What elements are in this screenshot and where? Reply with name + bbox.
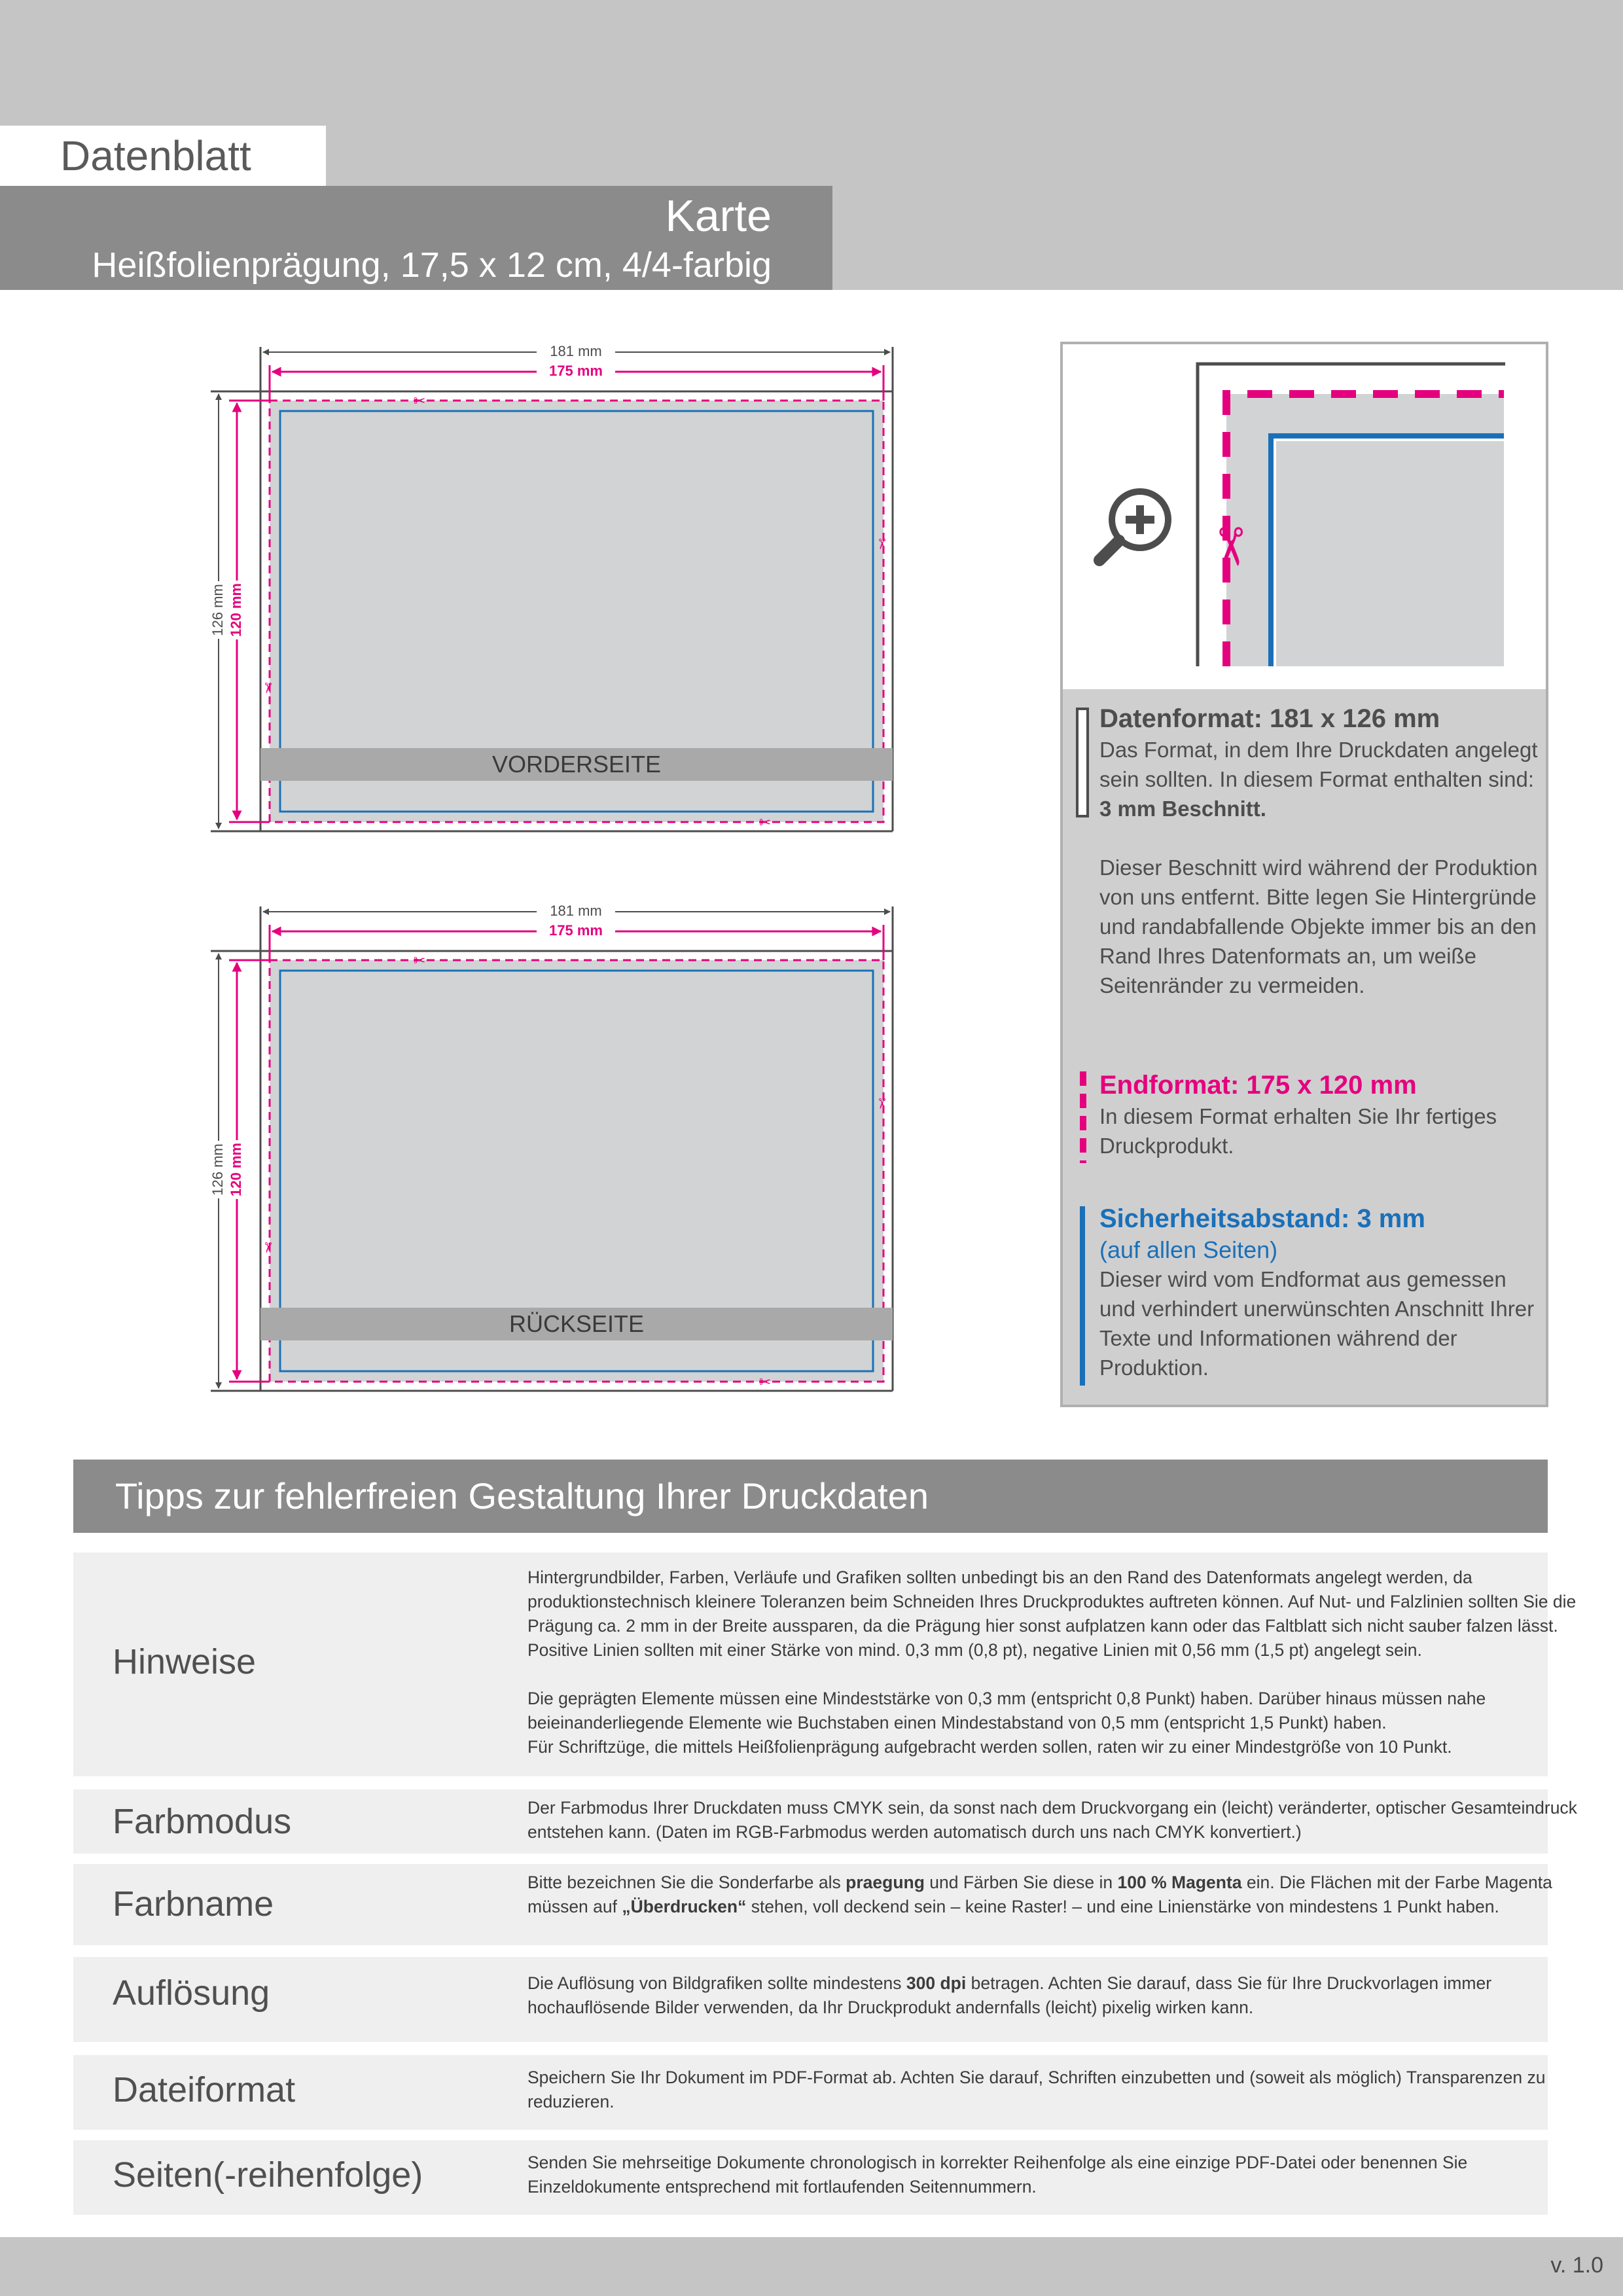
back-width-outer: 181 mm <box>537 903 615 921</box>
tip-label-hinweise: Hinweise <box>113 1642 257 1681</box>
tip-row-hinweise <box>73 1552 1577 1776</box>
farbname-text-3: ein. Die Flächen mit der Farbe Magenta müssen auf <box>527 1873 1552 1916</box>
tip-label-seiten: Seiten(-reihenfolge) <box>113 2155 423 2195</box>
scissors-icon: ✂ <box>1201 525 1259 569</box>
endformat-title: Endformat: 175 x 120 mm <box>1099 1071 1417 1100</box>
back-side-label: RÜCKSEITE <box>508 1310 645 1337</box>
footer-band <box>0 2237 1623 2296</box>
farbname-bold-1: praegung <box>846 1873 925 1892</box>
zoom-detail-drawing <box>1063 344 1546 688</box>
scissors-icon: ✂ <box>260 682 276 694</box>
sicherheit-title: Sicherheitsabstand: 3 mm <box>1099 1204 1425 1233</box>
back-height-outer <box>209 1128 228 1211</box>
front-width-outer: 181 mm <box>537 343 615 361</box>
scissors-icon: ✂ <box>414 393 426 409</box>
aufloesung-text-1: Die Auflösung von Bildgrafiken sollte mindestens <box>527 1973 906 1993</box>
tip-label-aufloesung: Auflösung <box>113 1973 270 2013</box>
tip-row-dateiformat <box>73 2055 1548 2130</box>
tip-row-seiten <box>73 2140 1548 2215</box>
aufloesung-bold-1: 300 dpi <box>906 1973 967 1993</box>
front-height-inner <box>228 568 246 652</box>
format-info-text <box>1063 689 1546 1405</box>
tip-text-dateiformat: Speichern Sie Ihr Dokument im PDF-Format ab. Achten Sie darauf, Schriften einzubetten und (soweit als möglich) Transparenzen zu reduzieren. <box>527 2068 1546 2111</box>
hinweise-paragraph-1: Hintergrundbilder, Farben, Verläufe und Grafiken sollten unbedingt bis an den Rand des Datenformats angelegt werden, da produktionstechnisch kleinere Toleranzen beim Schneiden Ihres Druckproduktes auftreten können. Auf Nut- und Falzlinien sollten Sie die Prägung ca. 2 mm in der Breite aussparen, da die Prägung hier sonst aufplatzen kann oder das Faltblatt sich nicht sauber falzen lässt. Positive Linien sollten mit einer Stärke von mind. 0,3 mm (0,8 pt), negative Linien mit 0,56 mm (1,5 pt) angelegt sein. <box>527 1568 1577 1660</box>
front-height-outer-text: 126 mm <box>209 581 226 638</box>
aufloesung-text-2: betragen. Achten Sie darauf, dass Sie für Ihre Druckvorlagen immer hochauflösende Bilder verwenden, da Ihr Druckprodukt andernfalls (leicht) pixelig wirken kann. <box>527 1973 1492 2017</box>
datenformat-text-1: Das Format, in dem Ihre Druckdaten angelegt sein sollten. In diesem Format enthalten sind: <box>1099 738 1538 791</box>
back-height-inner <box>228 1128 246 1211</box>
format-info-box <box>1060 342 1548 1407</box>
version-label: v. 1.0 <box>1550 2253 1603 2278</box>
farbname-text-1: Bitte bezeichnen Sie die Sonderfarbe als <box>527 1873 846 1892</box>
tip-row-farbmodus <box>73 1789 1577 1854</box>
scissors-icon: ✂ <box>260 1242 276 1254</box>
front-height-inner-text: 120 mm <box>228 581 244 639</box>
farbname-bold-2: 100 % Magenta <box>1117 1873 1242 1892</box>
zoom-in-icon <box>1099 488 1171 560</box>
farbname-bold-3: „Überdrucken“ <box>622 1897 747 1916</box>
datasheet-tab: Datenblatt <box>0 126 326 186</box>
tip-row-aufloesung <box>73 1957 1548 2042</box>
front-width-inner: 175 mm <box>537 363 615 381</box>
hinweise-paragraph-2-text: Die geprägten Elemente müssen eine Mindeststärke von 0,3 mm (entspricht 0,8 Punkt) haben. Darüber hinaus müssen nahe beieinanderliegende Elemente wie Buchstaben einen Mindestabstand von 0,5 mm (entspricht 1,5 Punkt) haben. <box>527 1689 1486 1732</box>
sicherheit-section <box>1099 1202 1538 1382</box>
hinweise-paragraph-2 <box>527 1687 1594 1759</box>
tip-text-farbname <box>527 1871 1594 1919</box>
tip-label-farbname: Farbname <box>113 1884 274 1924</box>
datenformat-text <box>1099 735 1538 823</box>
tip-text-hinweise <box>527 1566 1594 1759</box>
front-side-label: VORDERSEITE <box>491 751 662 778</box>
sicherheit-subtitle: (auf allen Seiten) <box>1099 1236 1278 1263</box>
product-title: Karte <box>665 191 772 241</box>
tip-label-dateiformat: Dateiformat <box>113 2070 296 2109</box>
farbname-text-4: stehen, voll deckend sein – keine Raster! – und eine Linienstärke von mindestens 1 Punkt haben. <box>746 1897 1499 1916</box>
datenformat-text-bold: 3 mm Beschnitt. <box>1099 797 1266 821</box>
scissors-icon: ✂ <box>759 814 772 831</box>
endformat-section <box>1099 1069 1538 1160</box>
datenformat-marker <box>1076 708 1089 817</box>
zoom-detail <box>1063 344 1546 688</box>
sicherheit-marker <box>1080 1206 1085 1386</box>
farbname-text-2: und Färben Sie diese in <box>924 1873 1118 1892</box>
back-height-outer-text: 126 mm <box>209 1141 226 1198</box>
tip-text-seiten: Senden Sie mehrseitige Dokumente chronologisch in korrekter Reihenfolge als eine einzige PDF-Datei oder benennen Sie Einzeldokumente entsprechend mit fortlaufenden Seitennummern. <box>527 2153 1468 2197</box>
scissors-icon: ✂ <box>759 1374 772 1390</box>
scissors-icon: ✂ <box>874 538 890 550</box>
hinweise-paragraph-3-text: Für Schriftzüge, die mittels Heißfolienprägung aufgebracht werden sollen, raten wir zu einer Mindestgröße von 10 Punkt. <box>527 1737 1452 1757</box>
tip-row-farbname <box>73 1864 1552 1945</box>
front-height-outer <box>209 568 228 652</box>
tips-header: Tipps zur fehlerfreien Gestaltung Ihrer Druckdaten <box>73 1460 1548 1533</box>
datenformat-section <box>1099 702 1538 1000</box>
tip-text-aufloesung <box>527 1971 1594 2020</box>
tip-label-farbmodus: Farbmodus <box>113 1802 292 1841</box>
scissors-icon: ✂ <box>414 952 426 969</box>
datenformat-title: Datenformat: 181 x 126 mm <box>1099 704 1440 733</box>
datenformat-text-2: Dieser Beschnitt wird während der Produktion von uns entfernt. Bitte legen Sie Hintergründe und randabfallende Objekte immer bis an den Rand Ihres Datenformats an, um weiße Seitenränder zu vermeiden. <box>1099 855 1538 997</box>
back-width-inner: 175 mm <box>537 922 615 941</box>
tip-text-farbmodus: Der Farbmodus Ihrer Druckdaten muss CMYK sein, da sonst nach dem Druckvorgang ein (leicht) veränderter, optischer Gesamteindruck entstehen kann. (Daten im RGB-Farbmodus werden automatisch durch uns nach CMYK konvertiert.) <box>527 1798 1577 1842</box>
sicherheit-text: Dieser wird vom Endformat aus gemessen und verhindert unerwünschten Anschnitt Ihrer Texte und Informationen während der Produktion. <box>1099 1267 1535 1380</box>
product-subtitle: Heißfolienprägung, 17,5 x 12 cm, 4/4-farbig <box>92 245 772 285</box>
scissors-icon: ✂ <box>874 1098 890 1110</box>
endformat-marker <box>1080 1071 1086 1163</box>
back-height-inner-text: 120 mm <box>228 1140 244 1199</box>
endformat-text: In diesem Format erhalten Sie Ihr fertiges Druckprodukt. <box>1099 1104 1497 1158</box>
